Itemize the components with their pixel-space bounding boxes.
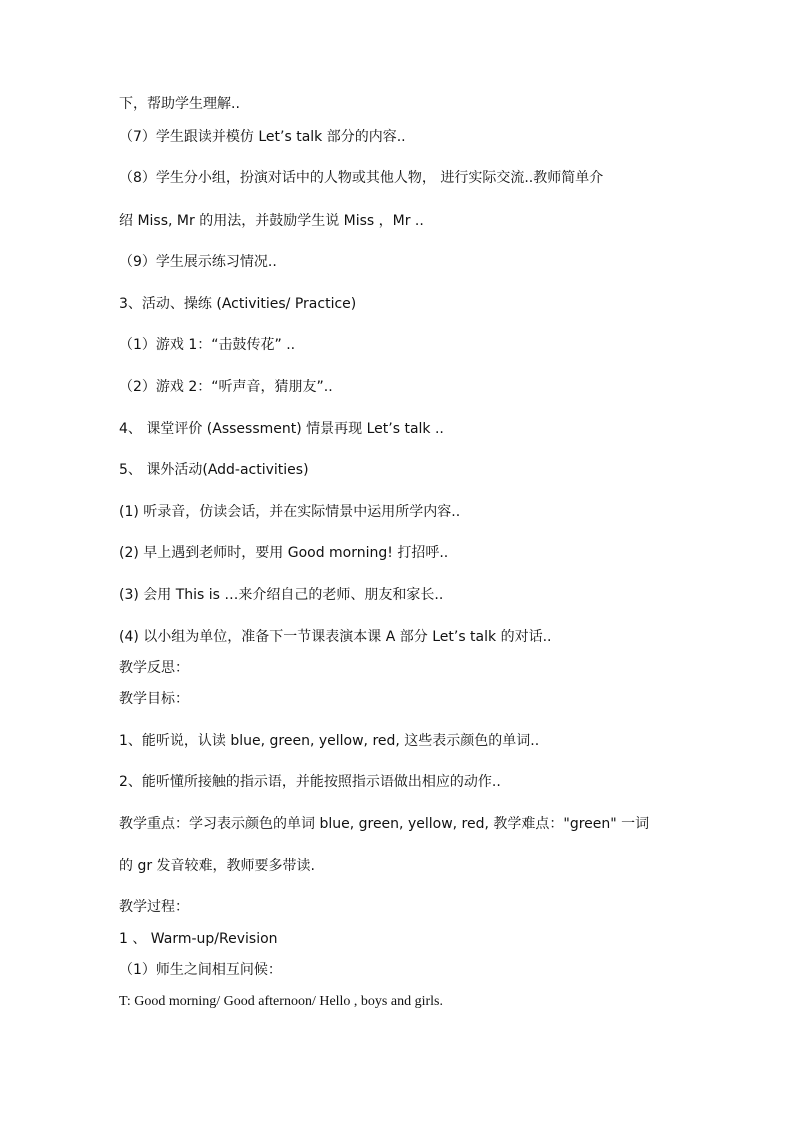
text-line: 的 gr 发音较难，教师要多带读.	[119, 858, 315, 874]
text-line: （1）师生之间相互问候：	[119, 962, 282, 978]
text-line: (2) 早上遇到老师时，要用 Good morning! 打招呼..	[119, 545, 449, 561]
text-line: （7）学生跟读并模仿 Let’s talk 部分的内容..	[119, 129, 406, 145]
text-line: T: Good morning/ Good afternoon/ Hello , boys and girls.	[119, 994, 443, 1009]
text-line: 1 、 Warm-up/Revision	[119, 931, 278, 947]
text-line: （8）学生分小组，扮演对话中的人物或其他人物， 进行实际交流..教师简单介	[119, 170, 604, 186]
text-line: （9）学生展示练习情况..	[119, 254, 277, 270]
text-line: 教学目标：	[119, 691, 189, 707]
text-line: 5、 课外活动(Add-activities)	[119, 462, 309, 478]
text-line: （1）游戏 1：“击鼓传花” ..	[119, 337, 296, 353]
text-line: 教学反思：	[119, 660, 189, 676]
text-line: (4) 以小组为单位，准备下一节课表演本课 A 部分 Let’s talk 的对话..	[119, 629, 552, 645]
text-line: 绍 Miss, Mr 的用法，并鼓励学生说 Miss ，Mr ..	[119, 213, 424, 229]
text-line: （2）游戏 2：“听声音，猜朋友”..	[119, 379, 333, 395]
text-line: (3) 会用 This is …来介绍自己的老师、朋友和家长..	[119, 587, 444, 603]
text-line: 教学重点：学习表示颜色的单词 blue, green, yellow, red, 教学难点："green" 一词	[119, 816, 650, 832]
text-line: 2、能听懂所接触的指示语，并能按照指示语做出相应的动作..	[119, 774, 501, 790]
text-line: 教学过程：	[119, 899, 189, 915]
text-line: (1) 听录音，仿读会话，并在实际情景中运用所学内容..	[119, 504, 461, 520]
text-line: 1、能听说，认读 blue, green, yellow, red, 这些表示颜色的单词..	[119, 733, 540, 749]
text-line: 4、 课堂评价 (Assessment) 情景再现 Let’s talk ..	[119, 421, 444, 437]
text-line: 3、活动、操练 (Activities/ Practice)	[119, 296, 357, 312]
text-line: 下，帮助学生理解..	[119, 96, 240, 112]
